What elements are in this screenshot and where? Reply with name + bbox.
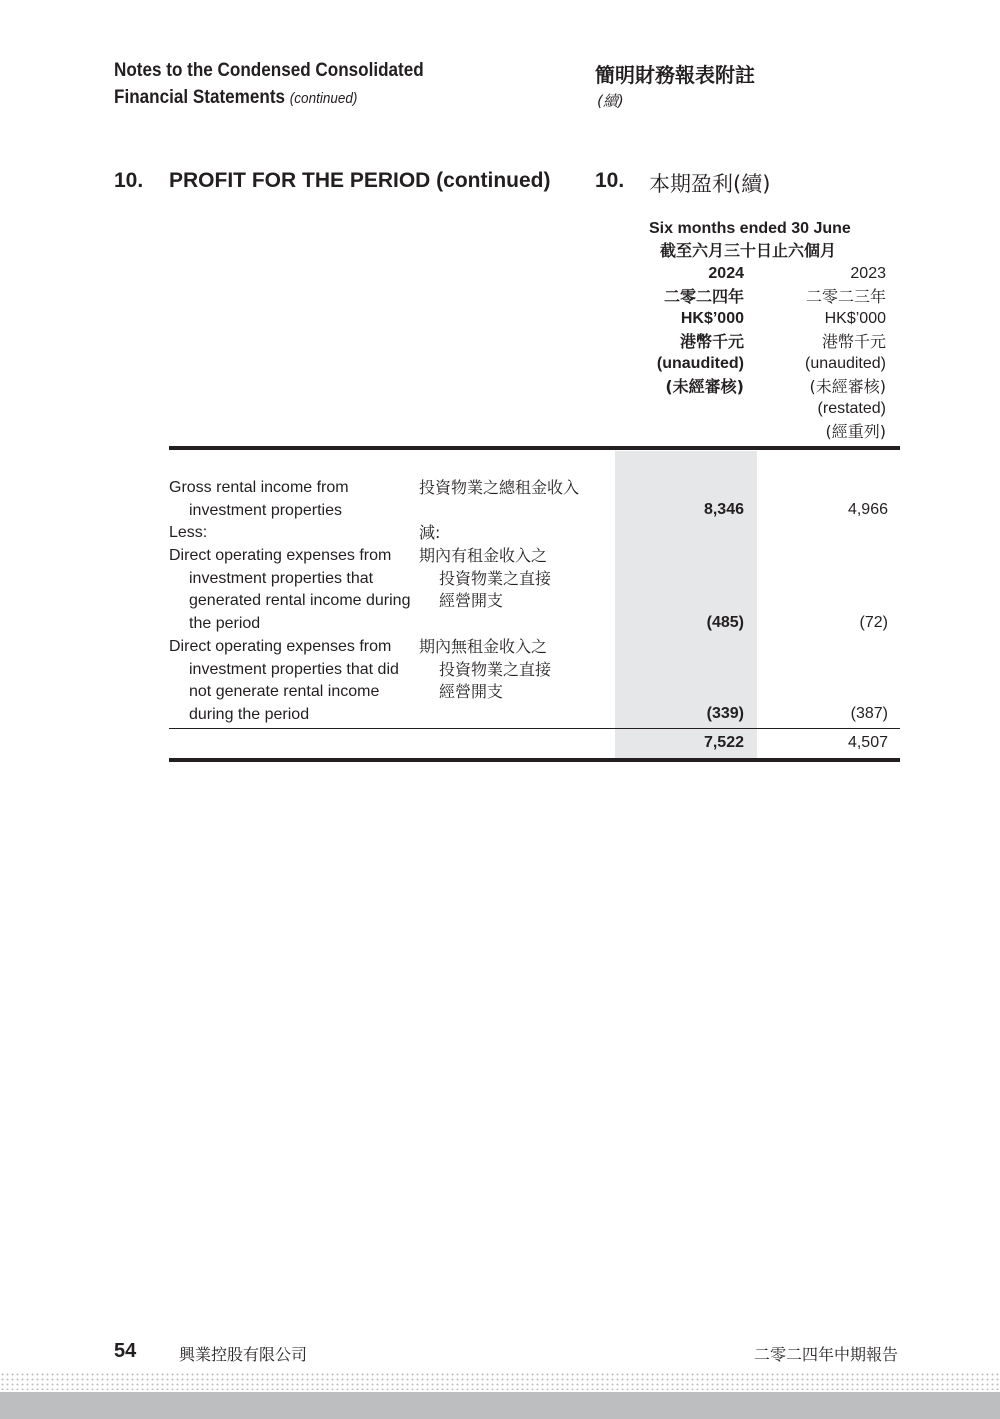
footer-band [0, 1392, 1000, 1419]
header-title-line2 [114, 87, 357, 109]
row-gross-rental-zh-line1: 投資物業之總租金收入 [419, 478, 580, 497]
col-2023-note: (restated) [817, 400, 886, 417]
section-number: 10. [114, 169, 144, 192]
row-opex-nongenerated-line2: investment properties that did [189, 660, 399, 678]
col-2023-unit-zh: 港幣千元 [821, 331, 886, 351]
total-2023: 4,507 [847, 734, 888, 751]
col-2024-status: (unaudited) [656, 355, 744, 372]
col-2023-unit: HK$’000 [824, 310, 886, 327]
section-title-zh: 本期盈利(續) [649, 172, 771, 196]
row-gross-rental-line2: investment properties [189, 501, 342, 519]
col-2024-unit: HK$’000 [680, 310, 744, 327]
row-opex-nongenerated-2023: (387) [850, 705, 888, 722]
row-opex-generated-2024: (485) [706, 614, 744, 631]
table-top-rule [169, 446, 900, 450]
col-2023-header [805, 263, 886, 443]
period-heading: Six months ended 30 June [649, 220, 851, 237]
row-opex-nongenerated-label [169, 636, 399, 726]
row-less-label [169, 522, 207, 545]
header-continued-zh: (續) [597, 92, 624, 110]
col-2023-year: 2023 [850, 265, 886, 282]
row-opex-nongenerated-line4: during the period [189, 705, 310, 723]
col-2024-status-zh: (未經審核) [665, 376, 744, 396]
row-opex-generated-label-zh [419, 545, 551, 613]
subtotal-rule [169, 728, 900, 729]
row-opex-nongenerated-2024: (339) [706, 705, 744, 722]
total-2024: 7,522 [703, 734, 744, 751]
row-opex-generated-line2: investment properties that [189, 569, 374, 587]
row-opex-generated-zh-line2: 投資物業之直接 [439, 568, 552, 588]
row-less-zh-line1: 減: [419, 523, 441, 542]
row-opex-generated-line4: the period [189, 614, 261, 632]
section-number-zh: 10. [595, 169, 625, 192]
header-title-line2-text: Financial Statements [114, 87, 286, 108]
col-2023-year-zh: 二零二三年 [805, 286, 886, 306]
col-2023-status: (unaudited) [805, 355, 886, 372]
row-less-line1: Less: [169, 524, 208, 541]
col-2024-year: 2024 [708, 265, 744, 282]
row-opex-nongenerated-zh-line3: 經營開支 [439, 682, 504, 702]
header-title-line1: Notes to the Condensed Consolidated [114, 60, 424, 81]
row-opex-generated-label [169, 545, 410, 635]
row-opex-nongenerated-zh-line1: 期內無租金收入之 [419, 637, 548, 656]
table-bottom-rule [169, 758, 900, 762]
section-title: PROFIT FOR THE PERIOD (continued) [169, 169, 551, 192]
row-less-label-zh [419, 522, 440, 545]
row-opex-generated-2023: (72) [859, 614, 888, 631]
report-title: 二零二四年中期報告 [753, 1345, 898, 1364]
col-2023-note-zh: (經重列) [825, 421, 886, 441]
row-opex-generated-zh-line1: 期內有租金收入之 [419, 546, 548, 565]
row-opex-generated-line1: Direct operating expenses from [169, 547, 392, 564]
row-opex-nongenerated-line1: Direct operating expenses from [169, 638, 392, 655]
footer-dot-pattern [0, 1372, 1000, 1390]
row-opex-generated-line3: generated rental income during [189, 592, 411, 610]
header-title-zh: 簡明財務報表附註 [595, 63, 755, 87]
row-gross-rental-label [169, 477, 349, 522]
col-2023-status-zh: (未經審核) [809, 376, 886, 396]
header-continued: (continued) [289, 90, 358, 107]
row-opex-nongenerated-zh-line2: 投資物業之直接 [439, 659, 552, 679]
row-gross-rental-2023: 4,966 [847, 501, 888, 518]
row-opex-nongenerated-line3: not generate rental income [189, 683, 380, 701]
col-2024-unit-zh: 港幣千元 [679, 331, 744, 351]
row-opex-generated-zh-line3: 經營開支 [439, 591, 504, 611]
col-2024-header [657, 263, 744, 398]
row-gross-rental-2024: 8,346 [703, 501, 744, 518]
col-2024-year-zh: 二零二四年 [663, 286, 744, 306]
page-number: 54 [114, 1340, 137, 1362]
row-gross-rental-line1: Gross rental income from [169, 479, 349, 496]
row-gross-rental-label-zh [419, 477, 579, 500]
row-opex-nongenerated-label-zh [419, 636, 551, 704]
company-name: 興業控股有限公司 [179, 1345, 308, 1364]
period-heading-zh: 截至六月三十日止六個月 [660, 241, 837, 260]
